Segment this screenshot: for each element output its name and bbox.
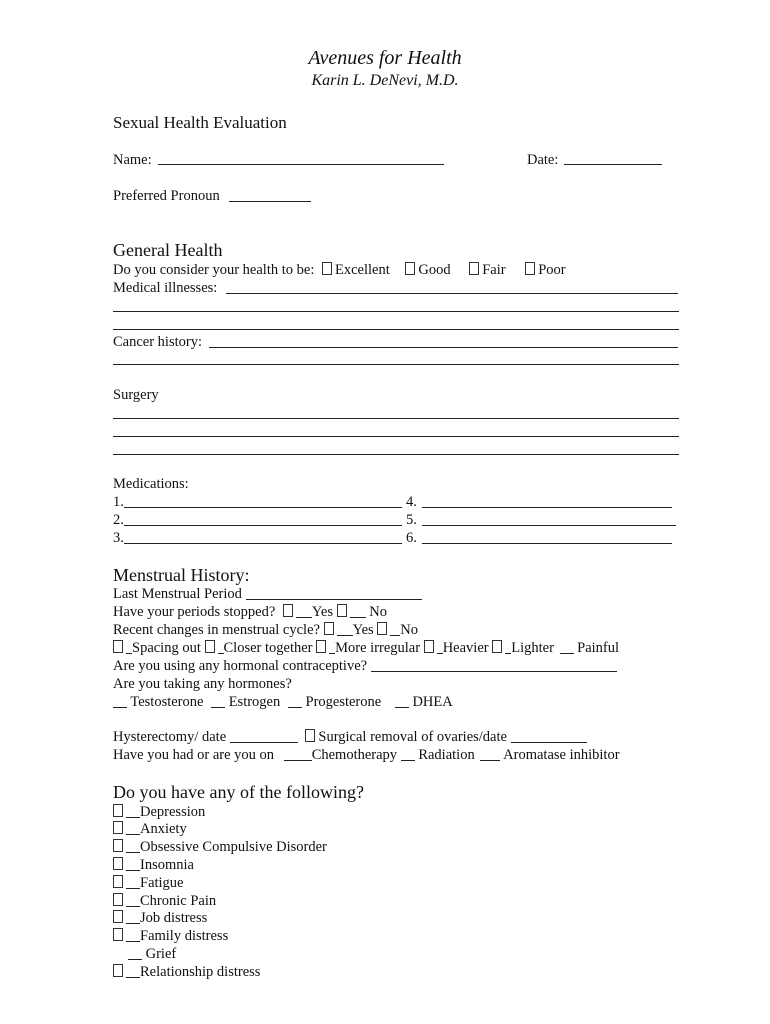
excellent-checkbox[interactable] xyxy=(322,262,332,275)
chronic-pain-checkbox[interactable] xyxy=(113,893,123,906)
fair-label: Fair xyxy=(482,262,506,278)
health-question xyxy=(113,261,566,279)
dhea-label: DHEA xyxy=(412,694,453,710)
anxiety-label: Anxiety xyxy=(140,821,187,837)
lmp-label: Last Menstrual Period xyxy=(113,586,242,602)
condition-depression xyxy=(113,803,205,821)
med-1-field[interactable] xyxy=(124,507,402,508)
heavier-label: Heavier xyxy=(442,640,489,656)
stopped-yes-label: Yes xyxy=(311,604,334,620)
fatigue-blank[interactable] xyxy=(126,875,140,889)
menstrual-heading: Menstrual History: xyxy=(113,565,250,585)
medications-label: Medications: xyxy=(113,476,189,492)
closer-together-label: Closer together xyxy=(223,640,313,656)
chronic-pain-blank[interactable] xyxy=(126,893,140,907)
doctor-name: Karin L. DeNevi, M.D. xyxy=(311,72,459,89)
excellent-label: Excellent xyxy=(334,262,390,278)
pronoun-field[interactable] xyxy=(229,201,311,202)
surgery-line-1[interactable] xyxy=(113,418,679,419)
lighter-checkbox[interactable] xyxy=(492,640,502,653)
estrogen-blank[interactable] xyxy=(211,694,225,708)
condition-ocd xyxy=(113,838,327,856)
condition-anxiety xyxy=(113,820,187,838)
grief-blank[interactable] xyxy=(128,946,142,960)
changes-row xyxy=(113,621,418,639)
family-distress-label: Family distress xyxy=(140,928,229,944)
more-irregular-checkbox[interactable] xyxy=(316,640,326,653)
spacing-out-label: Spacing out xyxy=(132,640,201,656)
treatment-label: Have you had or are you on xyxy=(113,747,275,763)
ovaries-date-field[interactable] xyxy=(511,729,587,743)
chronic-pain-label: Chronic Pain xyxy=(140,893,217,909)
relationship-distress-label: Relationship distress xyxy=(140,964,261,980)
name-label: Name: xyxy=(113,152,152,168)
ovaries-label: Surgical removal of ovaries/date xyxy=(318,729,507,745)
aromatase-label: Aromatase inhibitor xyxy=(503,747,620,763)
job-distress-label: Job distress xyxy=(140,910,208,926)
stopped-yes-checkbox[interactable] xyxy=(283,604,293,617)
insomnia-checkbox[interactable] xyxy=(113,857,123,870)
condition-fatigue xyxy=(113,874,184,892)
org-title: Avenues for Health xyxy=(308,47,462,69)
ocd-checkbox[interactable] xyxy=(113,839,123,852)
condition-job-distress xyxy=(113,909,207,927)
job-distress-checkbox[interactable] xyxy=(113,910,123,923)
insomnia-blank[interactable] xyxy=(126,857,140,871)
stopped-no-label: No xyxy=(369,604,387,620)
conditions-heading: Do you have any of the following? xyxy=(113,782,364,802)
name-field[interactable] xyxy=(158,164,444,165)
job-distress-blank[interactable] xyxy=(126,910,140,924)
illnesses-line-3[interactable] xyxy=(113,329,679,330)
med-4-field[interactable] xyxy=(422,507,672,508)
changes-no-checkbox[interactable] xyxy=(377,622,387,635)
dhea-blank[interactable] xyxy=(395,694,409,708)
condition-insomnia xyxy=(113,856,194,874)
illnesses-label: Medical illnesses: xyxy=(113,280,218,296)
hysterectomy-row xyxy=(113,728,587,746)
progesterone-blank[interactable] xyxy=(288,694,302,708)
hormones-row xyxy=(113,693,453,711)
spacing-out-checkbox[interactable] xyxy=(113,640,123,653)
painful-label: Painful xyxy=(577,640,620,656)
hormones-question: Are you taking any hormones? xyxy=(113,676,292,692)
lmp-row xyxy=(113,585,422,603)
condition-chronic-pain xyxy=(113,892,216,910)
good-label: Good xyxy=(418,262,451,278)
med-5-field[interactable] xyxy=(422,525,676,526)
contraceptive-label: Are you using any hormonal contraceptive? xyxy=(113,658,368,674)
testosterone-label: Testosterone xyxy=(130,694,204,710)
lmp-field[interactable] xyxy=(246,586,422,600)
stopped-no-blank[interactable] xyxy=(350,604,366,618)
fatigue-label: Fatigue xyxy=(140,875,184,891)
stopped-yes-blank[interactable] xyxy=(296,604,312,618)
lighter-label: Lighter xyxy=(511,640,554,656)
changes-yes-checkbox[interactable] xyxy=(324,622,334,635)
estrogen-label: Estrogen xyxy=(228,694,281,710)
relationship-distress-checkbox[interactable] xyxy=(113,964,123,977)
date-field[interactable] xyxy=(564,164,662,165)
med-2-num: 2. xyxy=(113,512,124,528)
depression-checkbox[interactable] xyxy=(113,804,123,817)
illnesses-line-2[interactable] xyxy=(113,311,679,312)
changes-yes-blank[interactable] xyxy=(337,622,353,636)
aromatase-blank[interactable] xyxy=(480,747,500,761)
insomnia-label: Insomnia xyxy=(140,857,194,873)
treatment-row xyxy=(113,746,620,764)
cancer-line-2[interactable] xyxy=(113,364,679,365)
changes-yes-label: Yes xyxy=(352,622,374,638)
surgery-line-2[interactable] xyxy=(113,436,679,437)
depression-label: Depression xyxy=(140,804,206,820)
med-6-num: 6. xyxy=(406,530,417,546)
family-distress-checkbox[interactable] xyxy=(113,928,123,941)
condition-grief xyxy=(128,945,176,963)
closer-together-checkbox[interactable] xyxy=(205,640,215,653)
grief-label: Grief xyxy=(145,946,177,962)
contraceptive-row xyxy=(113,657,617,675)
testosterone-blank[interactable] xyxy=(113,694,127,708)
radiation-blank[interactable] xyxy=(401,747,415,761)
ocd-label: Obsessive Compulsive Disorder xyxy=(140,839,327,855)
med-4-num: 4. xyxy=(406,494,417,510)
depression-blank[interactable] xyxy=(126,804,140,818)
more-irregular-label: More irregular xyxy=(335,640,421,656)
radiation-label: Radiation xyxy=(418,747,475,763)
progesterone-label: Progesterone xyxy=(305,694,382,710)
hysterectomy-label: Hysterectomy/ date xyxy=(113,729,227,745)
med-3-num: 3. xyxy=(113,530,124,546)
condition-relationship-distress xyxy=(113,963,260,981)
ocd-blank[interactable] xyxy=(126,839,140,853)
stopped-no-checkbox[interactable] xyxy=(337,604,347,617)
illnesses-line-1[interactable] xyxy=(226,293,678,294)
med-2-field[interactable] xyxy=(124,525,402,526)
general-health-heading: General Health xyxy=(113,240,223,260)
ovaries-checkbox[interactable] xyxy=(305,729,315,742)
med-6-field[interactable] xyxy=(422,543,672,544)
change-types-row xyxy=(113,639,619,657)
cancer-line-1[interactable] xyxy=(209,347,678,348)
fatigue-checkbox[interactable] xyxy=(113,875,123,888)
relationship-distress-blank[interactable] xyxy=(126,964,140,978)
changes-no-blank[interactable] xyxy=(390,622,400,636)
condition-family-distress xyxy=(113,927,228,945)
poor-label: Poor xyxy=(538,262,566,278)
health-question-text: Do you consider your health to be: xyxy=(113,262,315,278)
cancer-label: Cancer history: xyxy=(113,334,202,350)
chemotherapy-label: Chemotherapy xyxy=(311,747,398,763)
stopped-row xyxy=(113,603,387,621)
poor-checkbox[interactable] xyxy=(525,262,535,275)
anxiety-checkbox[interactable] xyxy=(113,821,123,834)
fair-checkbox[interactable] xyxy=(469,262,479,275)
contraceptive-field[interactable] xyxy=(371,658,617,672)
anxiety-blank[interactable] xyxy=(126,821,140,835)
form-title: Sexual Health Evaluation xyxy=(113,113,287,132)
changes-label: Recent changes in menstrual cycle? xyxy=(113,622,320,638)
painful-blank[interactable] xyxy=(560,640,574,654)
changes-no-label: No xyxy=(400,622,419,638)
good-checkbox[interactable] xyxy=(405,262,415,275)
heavier-checkbox[interactable] xyxy=(424,640,434,653)
family-distress-blank[interactable] xyxy=(126,928,140,942)
med-5-num: 5. xyxy=(406,512,417,528)
med-1-num: 1. xyxy=(113,494,124,510)
chemotherapy-blank[interactable] xyxy=(284,747,312,761)
surgery-line-3[interactable] xyxy=(113,454,679,455)
date-label: Date: xyxy=(527,152,559,168)
hysterectomy-date-field[interactable] xyxy=(230,729,298,743)
med-3-field[interactable] xyxy=(124,543,402,544)
stopped-label: Have your periods stopped? xyxy=(113,604,276,620)
surgery-label: Surgery xyxy=(113,387,159,403)
pronoun-label: Preferred Pronoun xyxy=(113,188,220,204)
